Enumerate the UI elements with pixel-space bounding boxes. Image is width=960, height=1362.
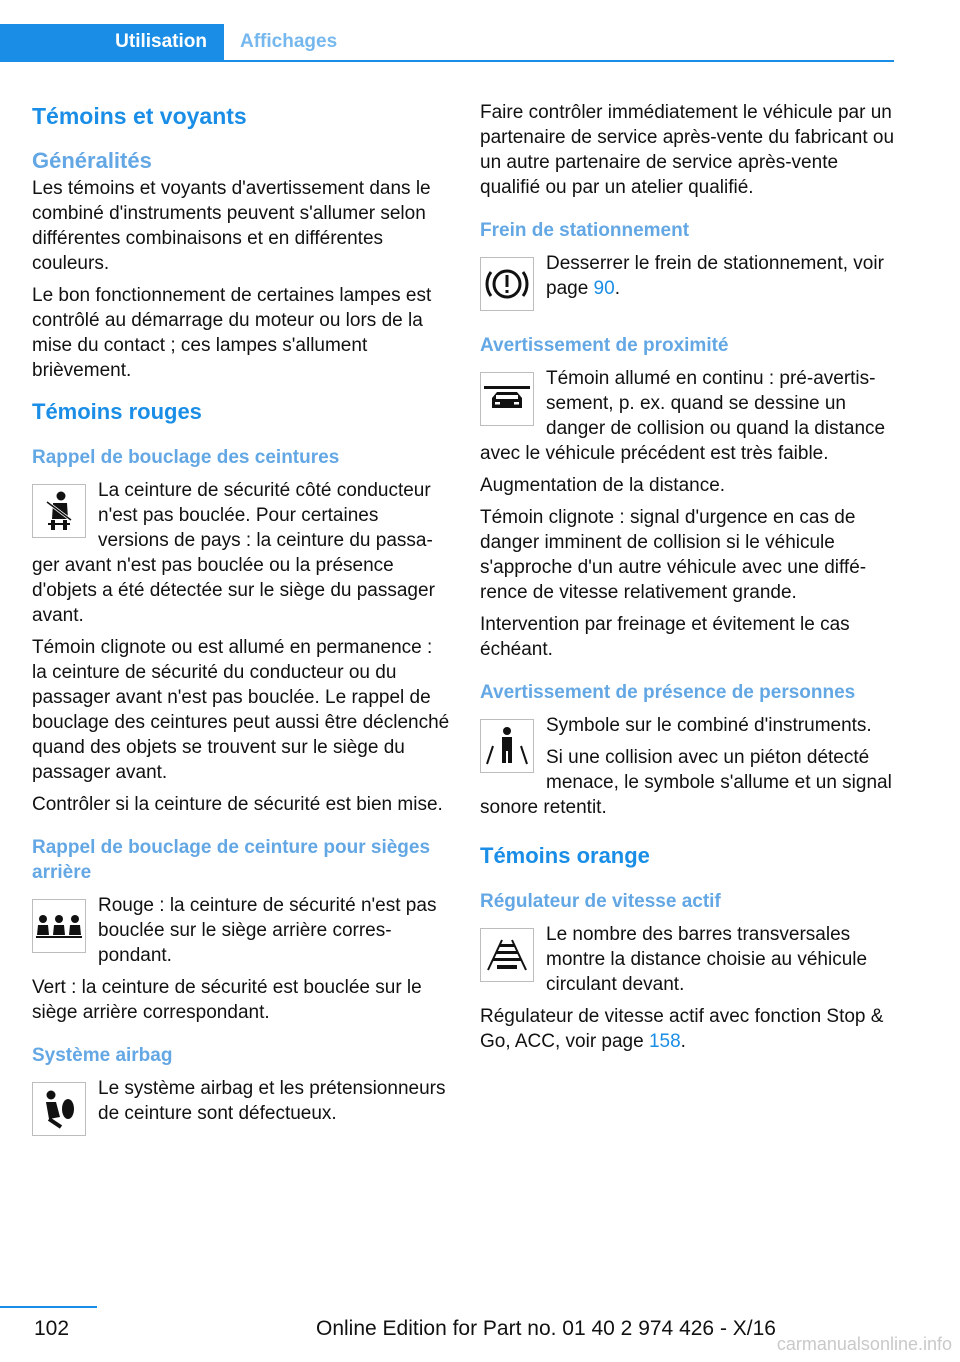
period: . bbox=[614, 278, 620, 299]
page-link-90[interactable]: 90 bbox=[593, 278, 615, 299]
paragraph: Faire contrôler immédiatement le véhicule par un partenaire de service après-vente du fabricant ou un autre partenaire de service après-vente qualifié ou par un atelier qualifié. bbox=[480, 102, 895, 198]
airbag-item bbox=[32, 1076, 452, 1126]
proximity-item bbox=[480, 366, 896, 466]
paragraph: Symbole sur le combiné d'instruments. bbox=[546, 715, 872, 736]
chapter-tabs bbox=[0, 24, 894, 62]
subheading-rear-seatbelt: Rappel de bouclage de ceinture pour sièges arrière bbox=[32, 837, 431, 883]
parking-item bbox=[480, 251, 896, 301]
paragraph: Augmentation de la distance. bbox=[480, 475, 726, 496]
page-number: 102 bbox=[34, 1317, 70, 1340]
acc-text: Régulateur de vitesse actif avec fonction Stop & Go, ACC, voir page bbox=[480, 1006, 884, 1052]
rear-seats-icon bbox=[32, 899, 86, 953]
section-heading-generalites: Généralités bbox=[32, 148, 152, 173]
distance-bars-icon bbox=[480, 928, 534, 982]
paragraph: Témoin allumé en continu : pré-avertissement, p. ex. quand se dessine un danger de collision ou quand la distance avec le véhicule précédent est très faible. bbox=[480, 368, 886, 464]
car-icon bbox=[480, 372, 534, 426]
paragraph: Vert : la ceinture de sécurité est bouclée sur le siège arrière correspondant. bbox=[32, 977, 422, 1023]
rear-seatbelt-item bbox=[32, 893, 452, 968]
page-title: Témoins et voyants bbox=[32, 103, 247, 129]
acc-item bbox=[480, 922, 896, 997]
parking-text: Desserrer le frein de stationnement, voir page bbox=[546, 253, 884, 299]
right-column bbox=[480, 100, 896, 1061]
paragraph: Intervention par freinage et évitement le cas échéant. bbox=[480, 614, 850, 660]
tab-affichages[interactable]: Affichages bbox=[240, 31, 338, 52]
footer-divider bbox=[0, 1306, 97, 1308]
parking-brake-icon bbox=[480, 257, 534, 311]
paragraph: Les témoins et voyants d'avertissement dans le combiné d'instruments peuvent s'allumer selon différentes combinaisons et en différentes couleurs. bbox=[32, 178, 431, 274]
paragraph: La ceinture de sécurité côté conducteur n'est pas bouclée. Pour certaines versions de pays : la ceinture du passager avant n'est pas bouclée ou la présence d'objets a été détectée sur le siège du passager avant. bbox=[32, 480, 435, 626]
paragraph bbox=[480, 1004, 896, 1054]
paragraph: Le bon fonctionnement de certaines lampes est contrôlé au démarrage du moteur ou lors de la mise du contact ; ces lampes s'allument brièvement. bbox=[32, 285, 432, 381]
subheading-parking-brake: Frein de stationnement bbox=[480, 220, 690, 241]
section-heading-red: Témoins rouges bbox=[32, 399, 202, 424]
paragraph: Témoin clignote ou est allumé en permanence : la ceinture de sécurité du conducteur ou du passager avant n'est pas bouclée. Le rappel de bouclage des ceintures peut aussi être déclenché quand des objets se trouvent sur le siège du passager avant. bbox=[32, 637, 450, 783]
seatbelt-icon bbox=[32, 484, 86, 538]
period: . bbox=[680, 1031, 686, 1052]
subheading-person-warning: Avertissement de présence de personnes bbox=[480, 682, 856, 703]
left-column bbox=[32, 100, 452, 1140]
person-item bbox=[480, 713, 896, 820]
paragraph: Si une collision avec un piéton détecté menace, le symbole s'allume et un signal sonore retentit. bbox=[480, 747, 892, 818]
paragraph: Contrôler si la ceinture de sécurité est bien mise. bbox=[32, 794, 443, 815]
pedestrian-icon bbox=[480, 719, 534, 773]
section-heading-orange: Témoins orange bbox=[480, 843, 650, 868]
paragraph: Le nombre des barres transversales montre la distance choisie au véhicule circulant devant. bbox=[546, 924, 868, 995]
subheading-acc: Régulateur de vitesse actif bbox=[480, 891, 721, 912]
airbag-icon bbox=[32, 1082, 86, 1136]
edition-text: Online Edition for Part no. 01 40 2 974 426 - X/16 bbox=[316, 1317, 776, 1340]
subheading-seatbelt: Rappel de bouclage des ceintures bbox=[32, 447, 340, 468]
seatbelt-item bbox=[32, 478, 452, 628]
paragraph: Le système airbag et les prétensionneurs de ceinture sont défectueux. bbox=[98, 1078, 446, 1124]
paragraph bbox=[480, 251, 896, 301]
page-link-158[interactable]: 158 bbox=[648, 1031, 681, 1052]
paragraph: Témoin clignote : signal d'urgence en cas de danger imminent de collision si le véhicule s'approche d'un autre véhicule avec une différence de vitesse relativement grande. bbox=[480, 507, 867, 603]
paragraph: Rouge : la ceinture de sécurité n'est pas bouclée sur le siège arrière correspondant. bbox=[98, 895, 437, 966]
subheading-proximity: Avertissement de proximité bbox=[480, 335, 729, 356]
subheading-airbag: Système airbag bbox=[32, 1045, 173, 1066]
watermark: carmanualsonline.info bbox=[776, 1334, 952, 1354]
tab-utilisation[interactable]: Utilisation bbox=[0, 24, 224, 60]
